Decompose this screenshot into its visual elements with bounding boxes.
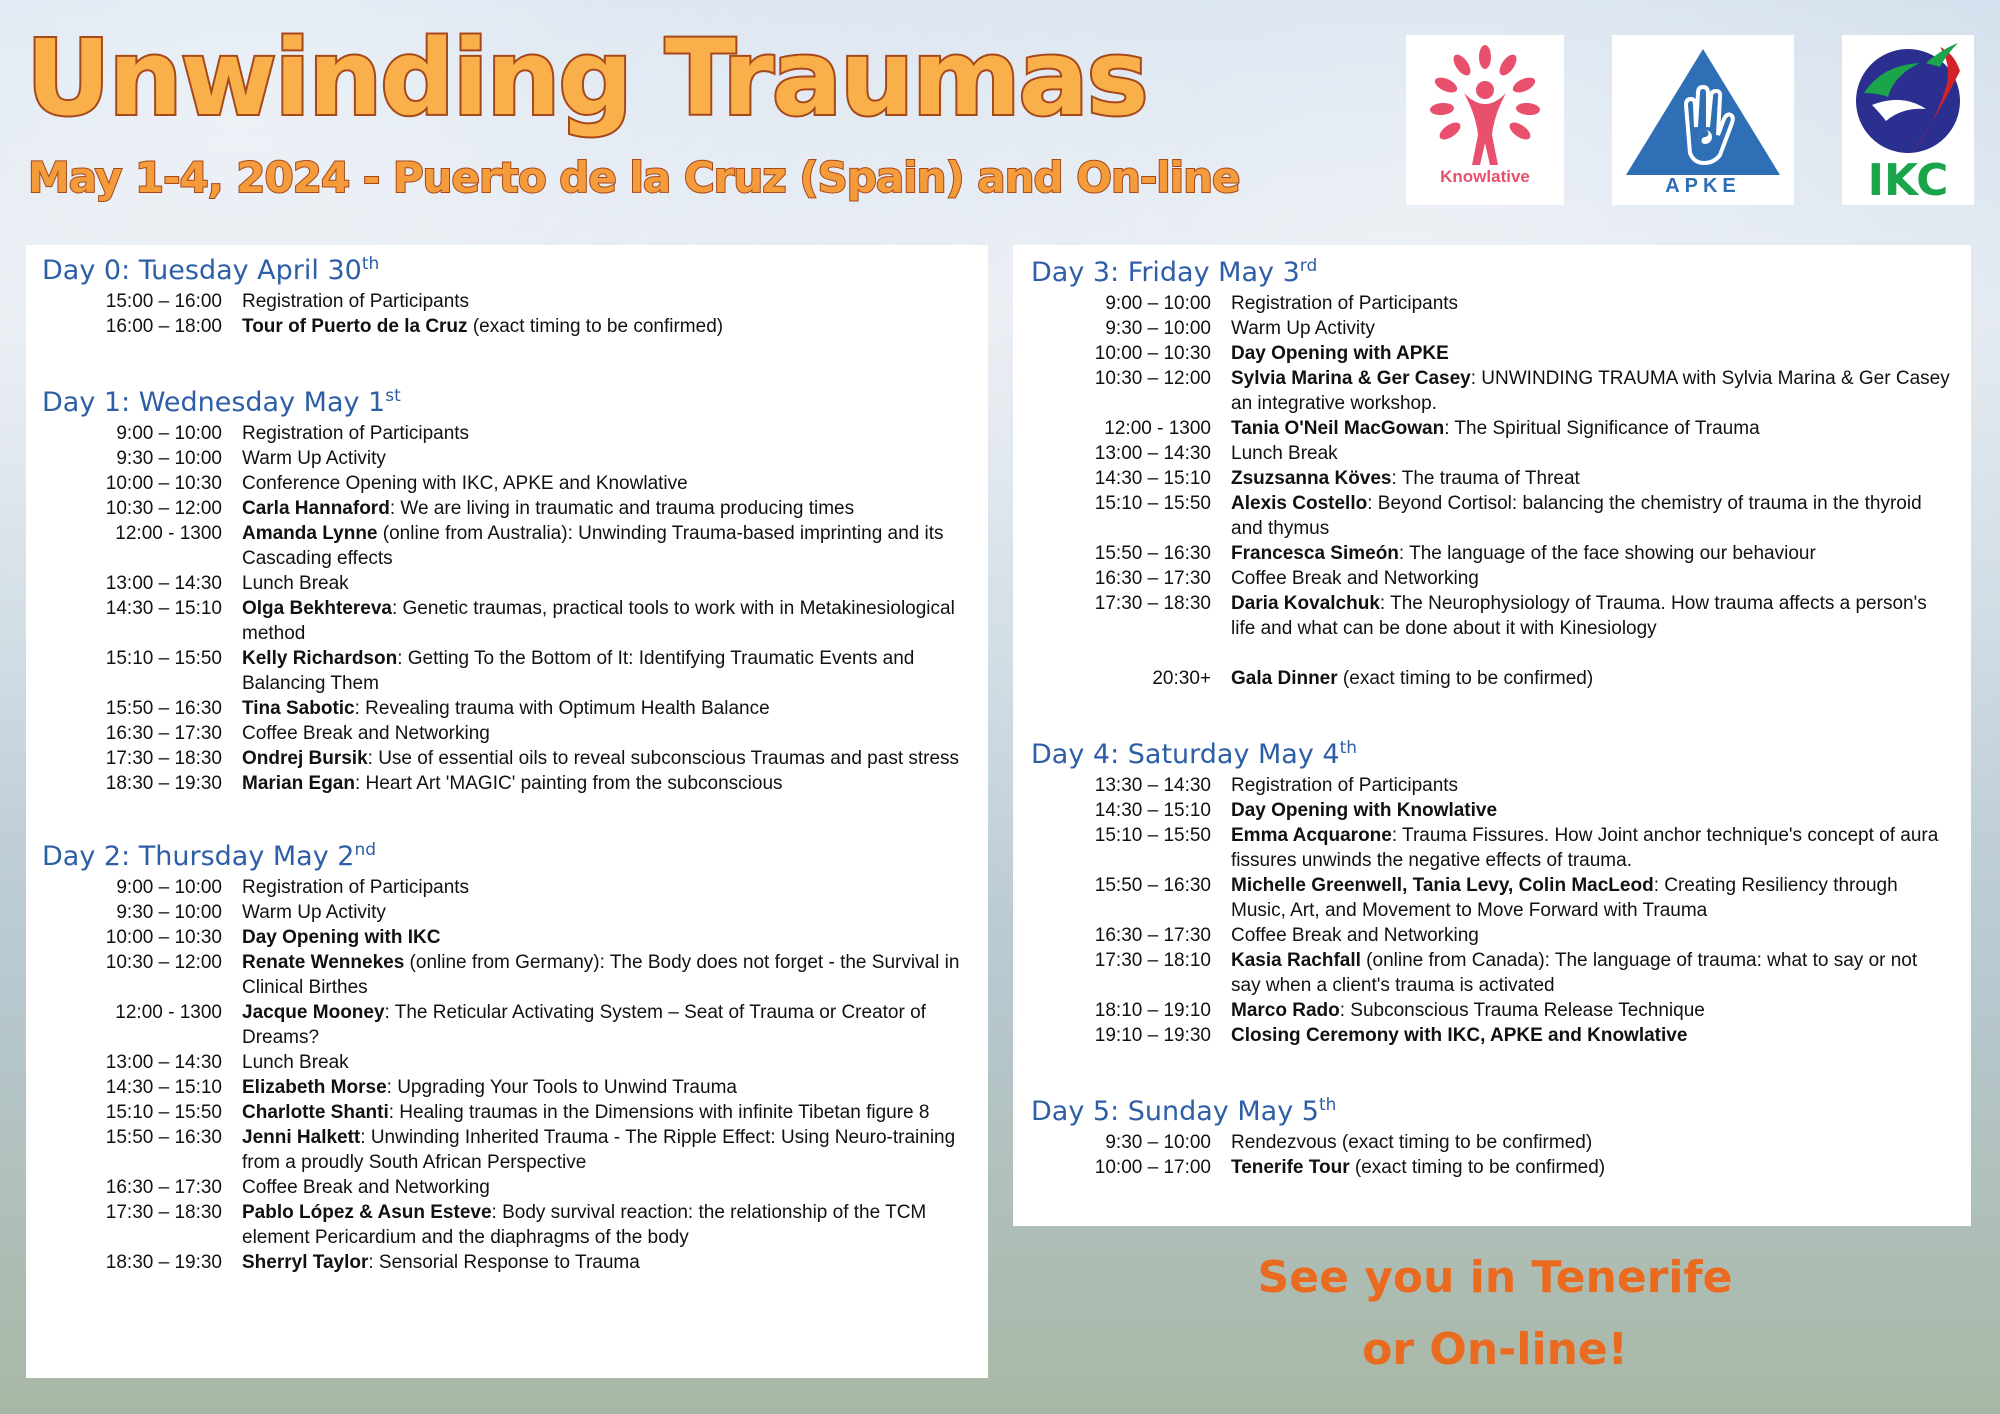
schedule-row — [1031, 641, 1971, 666]
session-time: 16:00 – 18:00 — [105, 316, 222, 337]
session-description — [1211, 823, 1971, 873]
session-speaker: Jenni Halkett — [242, 1127, 361, 1148]
session-speaker: Carla Hannaford — [242, 498, 390, 519]
schedule-row — [42, 1175, 988, 1200]
schedule-row — [1031, 366, 1971, 416]
session-speaker: Tour of Puerto de la Cruz — [242, 316, 468, 337]
session-title: (exact timing to be confirmed) — [1349, 1157, 1606, 1178]
farewell-message — [1200, 1242, 1790, 1386]
schedule-row — [42, 950, 988, 1000]
schedule-row — [42, 721, 988, 746]
schedule-row — [42, 1250, 988, 1275]
session-title: Registration of Participants — [1231, 775, 1459, 796]
day-2-section — [42, 839, 988, 1275]
session-time: 15:50 – 16:30 — [1094, 875, 1211, 896]
session-speaker: Francesca Simeón — [1231, 543, 1399, 564]
schedule-row — [1031, 823, 1971, 873]
session-time: 10:30 – 12:00 — [1094, 368, 1211, 389]
schedule-row — [1031, 466, 1971, 491]
schedule-row — [1031, 566, 1971, 591]
day-heading: Day 5: Sunday May 5th — [1031, 1095, 1337, 1127]
session-title: : Unwinding Inherited Trauma - The Ripple Effect: Using Neuro-training from a proudly South African Perspective — [242, 1127, 956, 1173]
session-description — [222, 289, 988, 314]
session-description — [1211, 591, 1971, 641]
session-title: Registration of Participants — [242, 291, 470, 312]
schedule-row — [1031, 491, 1971, 541]
session-time: 18:30 – 19:30 — [105, 773, 222, 794]
session-time: 10:30 – 12:00 — [105, 498, 222, 519]
schedule-row — [1031, 341, 1971, 366]
session-time: 15:50 – 16:30 — [1094, 543, 1211, 564]
session-title: : Getting To the Bottom of It: Identifying Traumatic Events and Balancing Them — [242, 648, 915, 694]
schedule-row — [42, 1100, 988, 1125]
session-time: 10:00 – 10:30 — [105, 927, 222, 948]
session-description — [222, 446, 988, 471]
session-time: 9:30 – 10:00 — [116, 902, 222, 923]
session-title: : Revealing trauma with Optimum Health Balance — [354, 698, 770, 719]
schedule-row — [1031, 773, 1971, 798]
session-speaker: Kasia Rachfall — [1231, 950, 1361, 971]
session-title: Lunch Break — [242, 1052, 349, 1073]
session-description — [1211, 923, 1971, 948]
schedule-row — [42, 1000, 988, 1050]
schedule-row — [1031, 291, 1971, 316]
session-description — [222, 646, 988, 696]
session-description — [1211, 998, 1971, 1023]
schedule-row — [1031, 666, 1971, 691]
day-0-section — [42, 253, 988, 339]
session-time: 15:10 – 15:50 — [1094, 825, 1211, 846]
schedule-row — [1031, 948, 1971, 998]
session-time: 20:30+ — [1152, 668, 1211, 689]
session-description — [222, 950, 988, 1000]
session-title: : Subconscious Trauma Release Technique — [1339, 1000, 1705, 1021]
session-description — [1211, 491, 1971, 541]
session-title: : The language of the face showing our behaviour — [1398, 543, 1816, 564]
session-description — [1211, 798, 1971, 823]
session-title: Warm Up Activity — [242, 448, 386, 469]
schedule-panel-right — [1013, 245, 1971, 1226]
session-time: 12:00 - 1300 — [115, 1002, 222, 1023]
session-title: : Genetic traumas, practical tools to work with in Metakinesiological method — [242, 598, 955, 644]
day-4-section — [1031, 737, 1971, 1048]
session-description — [222, 696, 988, 721]
day-heading: Day 3: Friday May 3rd — [1031, 256, 1318, 288]
schedule-row — [1031, 998, 1971, 1023]
schedule-row — [1031, 591, 1971, 641]
session-time: 17:30 – 18:30 — [105, 748, 222, 769]
session-speaker: Day Opening with Knowlative — [1231, 800, 1498, 821]
session-time: 9:30 – 10:00 — [1105, 318, 1211, 339]
session-description — [1211, 1155, 1971, 1180]
session-description — [1211, 773, 1971, 798]
session-description — [1211, 873, 1971, 923]
schedule-row — [42, 1200, 988, 1250]
schedule-row — [42, 925, 988, 950]
session-title: : Upgrading Your Tools to Unwind Trauma — [386, 1077, 737, 1098]
session-speaker: Gala Dinner — [1231, 668, 1338, 689]
session-speaker: Marian Egan — [242, 773, 355, 794]
session-description — [222, 1100, 988, 1125]
farewell-line-1: See you in Tenerife — [1257, 1252, 1733, 1303]
session-description — [1211, 1130, 1971, 1155]
session-title: Registration of Participants — [242, 877, 470, 898]
session-time: 15:10 – 15:50 — [105, 648, 222, 669]
session-description — [1211, 441, 1971, 466]
session-title: : Heart Art 'MAGIC' painting from the subconscious — [354, 773, 783, 794]
session-speaker: Renate Wennekes — [242, 952, 405, 973]
session-description — [1211, 948, 1971, 998]
session-description — [222, 900, 988, 925]
knowlative-logo — [1406, 35, 1564, 205]
session-speaker: Pablo López & Asun Esteve — [242, 1202, 492, 1223]
session-time: 16:30 – 17:30 — [1094, 568, 1211, 589]
session-description — [1211, 466, 1971, 491]
session-speaker: Day Opening with IKC — [242, 927, 441, 948]
apke-logo-label: APKE — [1665, 175, 1741, 197]
schedule-row — [42, 314, 988, 339]
schedule-row — [42, 471, 988, 496]
session-description — [1211, 366, 1971, 416]
session-title: (online from Australia): Unwinding Trauma-based imprinting and its Cascading effects — [242, 523, 944, 569]
session-time: 17:30 – 18:10 — [1094, 950, 1211, 971]
session-description — [222, 1125, 988, 1175]
session-description — [222, 771, 988, 796]
session-title: : Creating Resiliency through Music, Art, and Movement to Move Forward with Trauma — [1231, 875, 1898, 921]
session-description — [1211, 341, 1971, 366]
session-time: 17:30 – 18:30 — [1094, 593, 1211, 614]
session-time: 18:30 – 19:30 — [105, 1252, 222, 1273]
session-time: 9:30 – 10:00 — [1105, 1132, 1211, 1153]
page-subtitle: May 1-4, 2024 - Puerto de la Cruz (Spain) and On-line — [28, 153, 1240, 202]
schedule-row — [1031, 541, 1971, 566]
session-speaker: Sylvia Marina & Ger Casey — [1231, 368, 1471, 389]
schedule-row — [42, 900, 988, 925]
session-title: Coffee Break and Networking — [242, 723, 490, 744]
session-title: Warm Up Activity — [1231, 318, 1375, 339]
session-title: : The Neurophysiology of Trauma. How trauma affects a person's life and what can be done about it with Kinesiology — [1231, 593, 1927, 639]
day-heading: Day 2: Thursday May 2nd — [42, 840, 377, 872]
session-time: 12:00 - 1300 — [115, 523, 222, 544]
farewell-line-2: or On-line! — [1362, 1324, 1628, 1375]
day-heading: Day 0: Tuesday April 30th — [42, 254, 380, 286]
session-time: 13:00 – 14:30 — [1094, 443, 1211, 464]
session-title: Coffee Break and Networking — [242, 1177, 490, 1198]
schedule-row — [42, 875, 988, 900]
session-time: 17:30 – 18:30 — [105, 1202, 222, 1223]
day-heading: Day 1: Wednesday May 1st — [42, 386, 401, 418]
schedule-row — [1031, 441, 1971, 466]
session-title: : Sensorial Response to Trauma — [368, 1252, 640, 1273]
session-speaker: Day Opening with APKE — [1231, 343, 1449, 364]
session-speaker: Kelly Richardson — [242, 648, 398, 669]
session-description — [1211, 1023, 1971, 1048]
session-title: Registration of Participants — [242, 423, 470, 444]
schedule-row — [42, 446, 988, 471]
session-title: (online from Canada): The language of trauma: what to say or not say when a client's trauma is activated — [1231, 950, 1918, 996]
schedule-row — [42, 771, 988, 796]
session-description — [222, 421, 988, 446]
session-description — [1211, 641, 1971, 666]
session-speaker: Olga Bekhtereva — [242, 598, 392, 619]
session-time: 16:30 – 17:30 — [1094, 925, 1211, 946]
session-description — [1211, 566, 1971, 591]
ikc-logo — [1842, 35, 1974, 205]
session-time: 15:10 – 15:50 — [105, 1102, 222, 1123]
session-speaker: Marco Rado — [1231, 1000, 1340, 1021]
schedule-panel-left — [26, 245, 988, 1378]
schedule-row — [1031, 1023, 1971, 1048]
session-time: 15:50 – 16:30 — [105, 1127, 222, 1148]
session-speaker: Closing Ceremony with IKC, APKE and Knowlative — [1231, 1025, 1688, 1046]
session-title: : Body survival reaction: the relationship of the TCM element Pericardium and the diaphragms of the body — [242, 1202, 927, 1248]
session-time: 14:30 – 15:10 — [105, 598, 222, 619]
apke-logo — [1612, 35, 1794, 205]
session-title: Warm Up Activity — [242, 902, 386, 923]
schedule-row — [42, 596, 988, 646]
session-time: 13:30 – 14:30 — [1094, 775, 1211, 796]
session-description — [1211, 416, 1971, 441]
session-speaker: Tenerife Tour — [1231, 1157, 1350, 1178]
session-title: Registration of Participants — [1231, 293, 1459, 314]
session-title: : We are living in traumatic and trauma producing times — [389, 498, 855, 519]
session-title: : Use of essential oils to reveal subconscious Traumas and past stress — [367, 748, 960, 769]
session-time: 15:50 – 16:30 — [105, 698, 222, 719]
knowlative-logo-label: Knowlative — [1440, 167, 1530, 186]
session-description — [222, 596, 988, 646]
session-description — [222, 746, 988, 771]
session-time: 9:00 – 10:00 — [116, 423, 222, 444]
schedule-row — [1031, 416, 1971, 441]
day-5-section — [1031, 1094, 1971, 1180]
schedule-row — [42, 289, 988, 314]
session-description — [1211, 541, 1971, 566]
session-speaker: Tina Sabotic — [242, 698, 355, 719]
schedule-row — [1031, 923, 1971, 948]
session-description — [222, 496, 988, 521]
session-description — [222, 1050, 988, 1075]
session-time: 13:00 – 14:30 — [105, 573, 222, 594]
session-time: 16:30 – 17:30 — [105, 1177, 222, 1198]
schedule-row — [1031, 316, 1971, 341]
session-speaker: Alexis Costello — [1231, 493, 1368, 514]
session-title: : The Reticular Activating System – Seat of Trauma or Creator of Dreams? — [242, 1002, 926, 1048]
session-title: Lunch Break — [242, 573, 349, 594]
day-1-section — [42, 385, 988, 796]
schedule-row — [42, 1125, 988, 1175]
session-title: (online from Germany): The Body does not forget - the Survival in Clinical Birthes — [242, 952, 960, 998]
session-time: 14:30 – 15:10 — [1094, 800, 1211, 821]
session-description — [222, 571, 988, 596]
schedule-row — [1031, 798, 1971, 823]
session-speaker: Elizabeth Morse — [242, 1077, 387, 1098]
session-title: : The Spiritual Significance of Trauma — [1444, 418, 1760, 439]
schedule-row — [42, 646, 988, 696]
schedule-row — [42, 421, 988, 446]
session-title: : The trauma of Threat — [1391, 468, 1580, 489]
session-title: Coffee Break and Networking — [1231, 925, 1479, 946]
session-time: 16:30 – 17:30 — [105, 723, 222, 744]
session-speaker: Emma Acquarone — [1231, 825, 1392, 846]
schedule-row — [1031, 873, 1971, 923]
ikc-logo-label: IKC — [1867, 155, 1949, 206]
schedule-row — [42, 1075, 988, 1100]
session-description — [222, 925, 988, 950]
schedule-row — [42, 571, 988, 596]
session-description — [222, 1175, 988, 1200]
session-time: 9:00 – 10:00 — [1105, 293, 1211, 314]
session-description — [222, 1000, 988, 1050]
session-time: 18:10 – 19:10 — [1094, 1000, 1211, 1021]
session-time: 15:00 – 16:00 — [105, 291, 222, 312]
session-description — [1211, 316, 1971, 341]
schedule-row — [42, 746, 988, 771]
session-title: : Beyond Cortisol: balancing the chemistry of trauma in the thyroid and thymus — [1231, 493, 1922, 539]
session-title: Lunch Break — [1231, 443, 1338, 464]
session-time: 19:10 – 19:30 — [1094, 1025, 1211, 1046]
session-title: (exact timing to be confirmed) — [1337, 668, 1594, 689]
session-speaker: Sherryl Taylor — [242, 1252, 369, 1273]
session-time: 9:30 – 10:00 — [116, 448, 222, 469]
session-speaker: Daria Kovalchuk — [1231, 593, 1380, 614]
session-time: 10:00 – 17:00 — [1094, 1157, 1211, 1178]
session-title: : Trauma Fissures. How Joint anchor technique's concept of aura fissures unwinds the negative effects of trauma. — [1231, 825, 1939, 871]
schedule-row — [42, 521, 988, 571]
session-description — [222, 1075, 988, 1100]
session-time: 15:10 – 15:50 — [1094, 493, 1211, 514]
session-time: 13:00 – 14:30 — [105, 1052, 222, 1073]
session-time: 10:30 – 12:00 — [105, 952, 222, 973]
schedule-row — [42, 496, 988, 521]
session-description — [222, 521, 988, 571]
session-title: (exact timing to be confirmed) — [467, 316, 724, 337]
session-time: 9:00 – 10:00 — [116, 877, 222, 898]
session-speaker: Tania O'Neil MacGowan — [1231, 418, 1445, 439]
session-description — [222, 1250, 988, 1275]
session-description — [1211, 666, 1971, 691]
session-description — [222, 471, 988, 496]
schedule-row — [1031, 1155, 1971, 1180]
session-time: 10:00 – 10:30 — [1094, 343, 1211, 364]
session-title: : Healing traumas in the Dimensions with infinite Tibetan figure 8 — [388, 1102, 930, 1123]
session-speaker: Zsuzsanna Köves — [1231, 468, 1392, 489]
session-description — [222, 1200, 988, 1250]
session-speaker: Michelle Greenwell, Tania Levy, Colin MacLeod — [1231, 875, 1654, 896]
day-3-section — [1031, 255, 1971, 691]
session-time: 12:00 - 1300 — [1104, 418, 1211, 439]
session-speaker: Ondrej Bursik — [242, 748, 368, 769]
session-speaker: Jacque Mooney — [242, 1002, 385, 1023]
session-time: 14:30 – 15:10 — [1094, 468, 1211, 489]
session-description — [222, 875, 988, 900]
session-time: 14:30 – 15:10 — [105, 1077, 222, 1098]
session-description — [222, 314, 988, 339]
session-speaker: Amanda Lynne — [242, 523, 378, 544]
schedule-row — [1031, 1130, 1971, 1155]
session-speaker: Charlotte Shanti — [242, 1102, 389, 1123]
session-description — [222, 721, 988, 746]
session-time — [1031, 641, 1211, 666]
session-title: Rendezvous (exact timing to be confirmed) — [1231, 1132, 1593, 1153]
session-title: Conference Opening with IKC, APKE and Knowlative — [242, 473, 688, 494]
page-title: Unwinding Traumas — [26, 17, 1147, 139]
day-heading: Day 4: Saturday May 4th — [1031, 738, 1358, 770]
session-title: : UNWINDING TRAUMA with Sylvia Marina & Ger Casey an integrative workshop. — [1231, 368, 1950, 414]
session-time: 10:00 – 10:30 — [105, 473, 222, 494]
schedule-row — [42, 1050, 988, 1075]
session-title: Coffee Break and Networking — [1231, 568, 1479, 589]
session-description — [1211, 291, 1971, 316]
schedule-row — [42, 696, 988, 721]
